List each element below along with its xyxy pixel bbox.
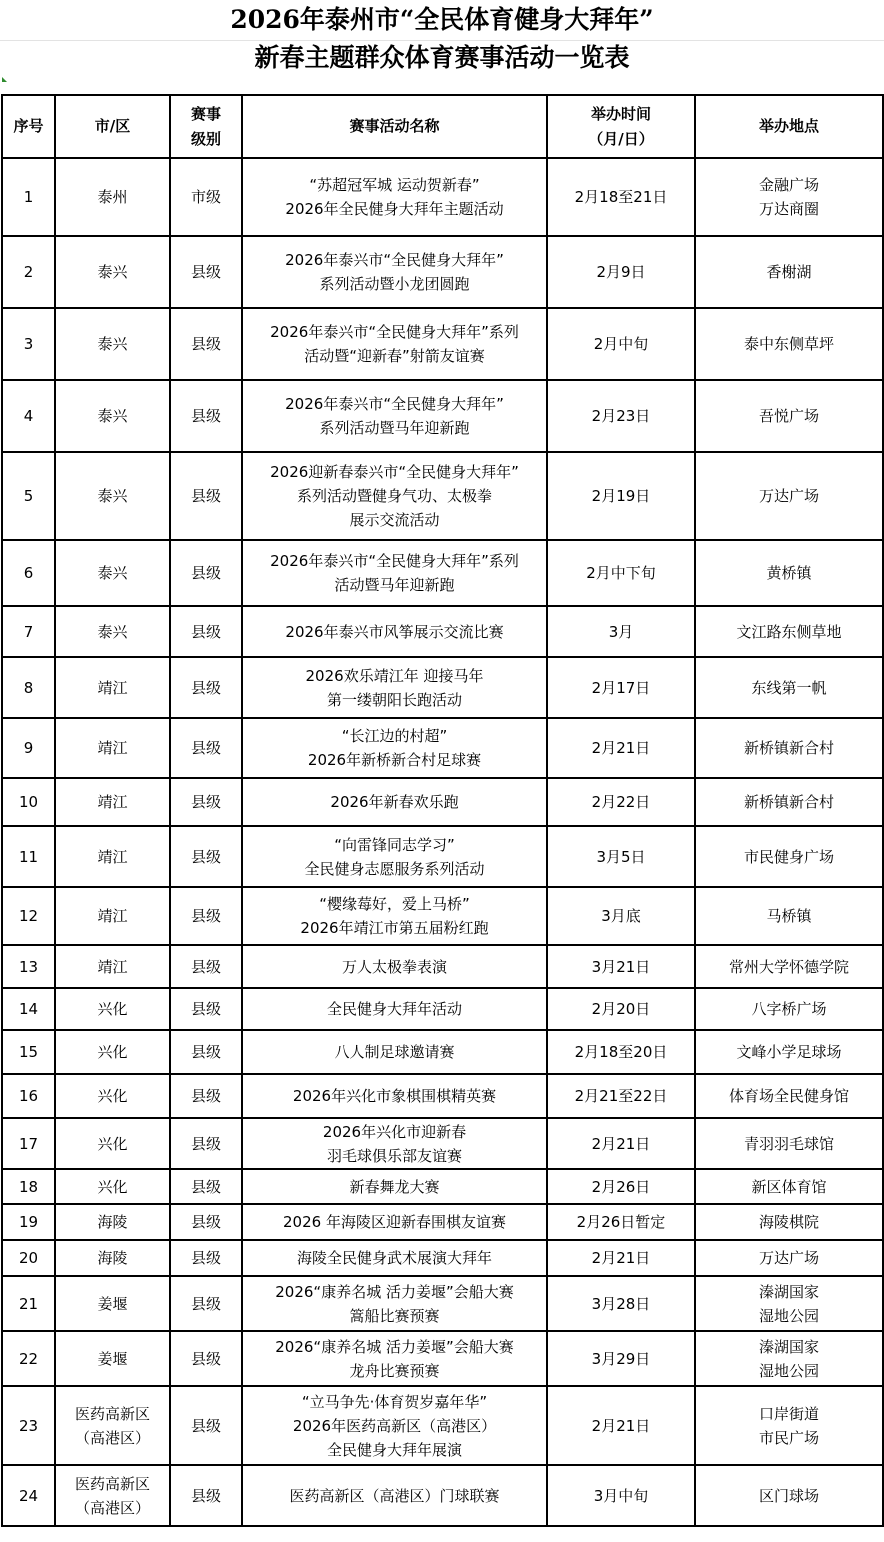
cell-venue: 马桥镇 xyxy=(695,887,883,945)
cell-level: 县级 xyxy=(170,1030,242,1074)
table-row xyxy=(2,1465,883,1526)
cell-district: 靖江 xyxy=(55,657,170,718)
header-event-name: 赛事活动名称 xyxy=(242,95,547,158)
cell-index: 11 xyxy=(2,826,55,887)
cell-index: 9 xyxy=(2,718,55,778)
cell-time: 2月中旬 xyxy=(547,308,695,380)
cell-district: 泰兴 xyxy=(55,540,170,606)
cell-event-name: 2026“康养名城 活力姜堰”会船大赛 龙舟比赛预赛 xyxy=(242,1331,547,1386)
cell-index: 12 xyxy=(2,887,55,945)
cell-venue: 溱湖国家 湿地公园 xyxy=(695,1276,883,1331)
table-row xyxy=(2,1118,883,1169)
cell-venue: 香榭湖 xyxy=(695,236,883,308)
cell-corner-marker xyxy=(2,77,7,82)
cell-level: 县级 xyxy=(170,452,242,540)
cell-venue: 文峰小学足球场 xyxy=(695,1030,883,1074)
cell-index: 24 xyxy=(2,1465,55,1526)
cell-time: 2月26日暂定 xyxy=(547,1204,695,1240)
cell-event-name: 2026年泰兴市风筝展示交流比赛 xyxy=(242,606,547,657)
cell-district: 靖江 xyxy=(55,826,170,887)
cell-venue: 万达广场 xyxy=(695,1240,883,1276)
table-row xyxy=(2,236,883,308)
cell-district: 兴化 xyxy=(55,1169,170,1204)
table-row xyxy=(2,1240,883,1276)
cell-venue: 文江路东侧草地 xyxy=(695,606,883,657)
cell-event-name: 2026欢乐靖江年 迎接马年 第一缕朝阳长跑活动 xyxy=(242,657,547,718)
cell-time: 2月20日 xyxy=(547,988,695,1030)
cell-event-name: 2026年泰兴市“全民健身大拜年”系列 活动暨“迎新春”射箭友谊赛 xyxy=(242,308,547,380)
table-row xyxy=(2,778,883,826)
cell-district: 海陵 xyxy=(55,1204,170,1240)
cell-district: 兴化 xyxy=(55,988,170,1030)
cell-level: 县级 xyxy=(170,945,242,988)
cell-level: 县级 xyxy=(170,1465,242,1526)
cell-level: 县级 xyxy=(170,1118,242,1169)
cell-level: 县级 xyxy=(170,540,242,606)
title-line-2: 新春主题群众体育赛事活动一览表 xyxy=(254,43,630,72)
cell-index: 16 xyxy=(2,1074,55,1118)
cell-district: 兴化 xyxy=(55,1074,170,1118)
cell-event-name: “长江边的村超” 2026年新桥新合村足球赛 xyxy=(242,718,547,778)
title-divider xyxy=(0,40,884,41)
cell-index: 21 xyxy=(2,1276,55,1331)
table-row xyxy=(2,1030,883,1074)
cell-district: 兴化 xyxy=(55,1118,170,1169)
cell-district: 靖江 xyxy=(55,945,170,988)
table-row xyxy=(2,718,883,778)
cell-index: 4 xyxy=(2,380,55,452)
cell-time: 2月18至20日 xyxy=(547,1030,695,1074)
cell-level: 县级 xyxy=(170,1276,242,1331)
cell-district: 泰兴 xyxy=(55,606,170,657)
cell-district: 姜堰 xyxy=(55,1331,170,1386)
cell-event-name: 2026年兴化市象棋围棋精英赛 xyxy=(242,1074,547,1118)
cell-index: 14 xyxy=(2,988,55,1030)
cell-level: 县级 xyxy=(170,887,242,945)
cell-event-name: 海陵全民健身武术展演大拜年 xyxy=(242,1240,547,1276)
cell-event-name: “樱缘莓好，爱上马桥” 2026年靖江市第五届粉红跑 xyxy=(242,887,547,945)
cell-venue: 金融广场 万达商圈 xyxy=(695,158,883,236)
cell-district: 兴化 xyxy=(55,1030,170,1074)
cell-venue: 黄桥镇 xyxy=(695,540,883,606)
cell-district: 医药高新区 （高港区） xyxy=(55,1465,170,1526)
cell-index: 23 xyxy=(2,1386,55,1465)
cell-venue: 体育场全民健身馆 xyxy=(695,1074,883,1118)
cell-level: 县级 xyxy=(170,308,242,380)
cell-level: 县级 xyxy=(170,1074,242,1118)
cell-time: 2月中下旬 xyxy=(547,540,695,606)
cell-time: 2月9日 xyxy=(547,236,695,308)
cell-venue: 泰中东侧草坪 xyxy=(695,308,883,380)
cell-time: 2月21日 xyxy=(547,1386,695,1465)
table-body xyxy=(2,158,883,1526)
header-index: 序号 xyxy=(2,95,55,158)
cell-district: 泰兴 xyxy=(55,308,170,380)
header-district: 市/区 xyxy=(55,95,170,158)
table-header-row xyxy=(2,95,883,158)
table-row xyxy=(2,452,883,540)
table-row xyxy=(2,1276,883,1331)
cell-venue: 东线第一帆 xyxy=(695,657,883,718)
cell-venue: 新区体育馆 xyxy=(695,1169,883,1204)
cell-level: 县级 xyxy=(170,1386,242,1465)
cell-index: 10 xyxy=(2,778,55,826)
cell-level: 县级 xyxy=(170,236,242,308)
cell-time: 2月26日 xyxy=(547,1169,695,1204)
cell-venue: 八字桥广场 xyxy=(695,988,883,1030)
cell-time: 2月21日 xyxy=(547,1240,695,1276)
cell-level: 县级 xyxy=(170,826,242,887)
cell-venue: 青羽羽毛球馆 xyxy=(695,1118,883,1169)
cell-index: 20 xyxy=(2,1240,55,1276)
cell-time: 3月底 xyxy=(547,887,695,945)
cell-time: 2月21至22日 xyxy=(547,1074,695,1118)
cell-venue: 市民健身广场 xyxy=(695,826,883,887)
cell-district: 医药高新区 （高港区） xyxy=(55,1386,170,1465)
cell-event-name: 2026迎新春泰兴市“全民健身大拜年” 系列活动暨健身气功、太极拳 展示交流活动 xyxy=(242,452,547,540)
title-line-1: 2026年泰州市“全民体育健身大拜年” xyxy=(230,5,654,34)
cell-venue: 口岸街道 市民广场 xyxy=(695,1386,883,1465)
cell-district: 泰州 xyxy=(55,158,170,236)
cell-time: 2月21日 xyxy=(547,1118,695,1169)
cell-index: 18 xyxy=(2,1169,55,1204)
cell-event-name: 2026年泰兴市“全民健身大拜年” 系列活动暨小龙团圆跑 xyxy=(242,236,547,308)
table-row xyxy=(2,826,883,887)
cell-time: 2月17日 xyxy=(547,657,695,718)
header-time: 举办时间 （月/日） xyxy=(547,95,695,158)
cell-index: 6 xyxy=(2,540,55,606)
cell-district: 海陵 xyxy=(55,1240,170,1276)
cell-level: 县级 xyxy=(170,657,242,718)
cell-time: 3月28日 xyxy=(547,1276,695,1331)
cell-event-name: 2026年泰兴市“全民健身大拜年”系列 活动暨马年迎新跑 xyxy=(242,540,547,606)
cell-level: 县级 xyxy=(170,1169,242,1204)
cell-venue: 吾悦广场 xyxy=(695,380,883,452)
cell-index: 8 xyxy=(2,657,55,718)
table-row xyxy=(2,945,883,988)
cell-time: 3月21日 xyxy=(547,945,695,988)
cell-index: 3 xyxy=(2,308,55,380)
cell-event-name: 八人制足球邀请赛 xyxy=(242,1030,547,1074)
table-row xyxy=(2,1331,883,1386)
cell-event-name: 新春舞龙大赛 xyxy=(242,1169,547,1204)
cell-event-name: 全民健身大拜年活动 xyxy=(242,988,547,1030)
cell-venue: 海陵棋院 xyxy=(695,1204,883,1240)
cell-time: 2月21日 xyxy=(547,718,695,778)
cell-event-name: 医药高新区（高港区）门球联赛 xyxy=(242,1465,547,1526)
cell-venue: 新桥镇新合村 xyxy=(695,778,883,826)
cell-time: 3月 xyxy=(547,606,695,657)
cell-time: 3月5日 xyxy=(547,826,695,887)
cell-level: 县级 xyxy=(170,380,242,452)
cell-district: 泰兴 xyxy=(55,236,170,308)
table-row xyxy=(2,988,883,1030)
table-row xyxy=(2,1204,883,1240)
cell-event-name: “向雷锋同志学习” 全民健身志愿服务系列活动 xyxy=(242,826,547,887)
cell-index: 2 xyxy=(2,236,55,308)
cell-time: 3月中旬 xyxy=(547,1465,695,1526)
cell-index: 1 xyxy=(2,158,55,236)
header-venue: 举办地点 xyxy=(695,95,883,158)
cell-index: 22 xyxy=(2,1331,55,1386)
cell-level: 县级 xyxy=(170,606,242,657)
table-row xyxy=(2,1169,883,1204)
cell-index: 17 xyxy=(2,1118,55,1169)
cell-event-name: “苏超冠军城 运动贺新春” 2026年全民健身大拜年主题活动 xyxy=(242,158,547,236)
cell-time: 2月19日 xyxy=(547,452,695,540)
cell-district: 靖江 xyxy=(55,718,170,778)
table-row xyxy=(2,606,883,657)
cell-level: 县级 xyxy=(170,718,242,778)
cell-level: 县级 xyxy=(170,1240,242,1276)
events-table xyxy=(1,94,884,1527)
cell-level: 市级 xyxy=(170,158,242,236)
cell-event-name: 2026“康养名城 活力姜堰”会船大赛 篙船比赛预赛 xyxy=(242,1276,547,1331)
cell-index: 13 xyxy=(2,945,55,988)
cell-level: 县级 xyxy=(170,778,242,826)
cell-index: 15 xyxy=(2,1030,55,1074)
table-row xyxy=(2,657,883,718)
cell-time: 3月29日 xyxy=(547,1331,695,1386)
table-row xyxy=(2,1074,883,1118)
cell-index: 7 xyxy=(2,606,55,657)
cell-venue: 溱湖国家 湿地公园 xyxy=(695,1331,883,1386)
table-row xyxy=(2,308,883,380)
cell-level: 县级 xyxy=(170,988,242,1030)
cell-time: 2月18至21日 xyxy=(547,158,695,236)
cell-level: 县级 xyxy=(170,1331,242,1386)
table-row xyxy=(2,540,883,606)
cell-event-name: 2026 年海陵区迎新春围棋友谊赛 xyxy=(242,1204,547,1240)
table-row xyxy=(2,158,883,236)
table-row xyxy=(2,380,883,452)
table-row xyxy=(2,1386,883,1465)
cell-event-name: 万人太极拳表演 xyxy=(242,945,547,988)
cell-district: 靖江 xyxy=(55,887,170,945)
cell-index: 5 xyxy=(2,452,55,540)
cell-event-name: 2026年泰兴市“全民健身大拜年” 系列活动暨马年迎新跑 xyxy=(242,380,547,452)
cell-district: 泰兴 xyxy=(55,452,170,540)
cell-event-name: 2026年新春欢乐跑 xyxy=(242,778,547,826)
cell-district: 靖江 xyxy=(55,778,170,826)
cell-level: 县级 xyxy=(170,1204,242,1240)
cell-venue: 新桥镇新合村 xyxy=(695,718,883,778)
cell-district: 泰兴 xyxy=(55,380,170,452)
table-row xyxy=(2,887,883,945)
cell-time: 2月22日 xyxy=(547,778,695,826)
cell-venue: 区门球场 xyxy=(695,1465,883,1526)
header-level: 赛事 级别 xyxy=(170,95,242,158)
cell-venue: 常州大学怀德学院 xyxy=(695,945,883,988)
cell-venue: 万达广场 xyxy=(695,452,883,540)
cell-event-name: “立马争先·体育贺岁嘉年华” 2026年医药高新区（高港区） 全民健身大拜年展演 xyxy=(242,1386,547,1465)
cell-district: 姜堰 xyxy=(55,1276,170,1331)
cell-time: 2月23日 xyxy=(547,380,695,452)
cell-index: 19 xyxy=(2,1204,55,1240)
cell-event-name: 2026年兴化市迎新春 羽毛球俱乐部友谊赛 xyxy=(242,1118,547,1169)
